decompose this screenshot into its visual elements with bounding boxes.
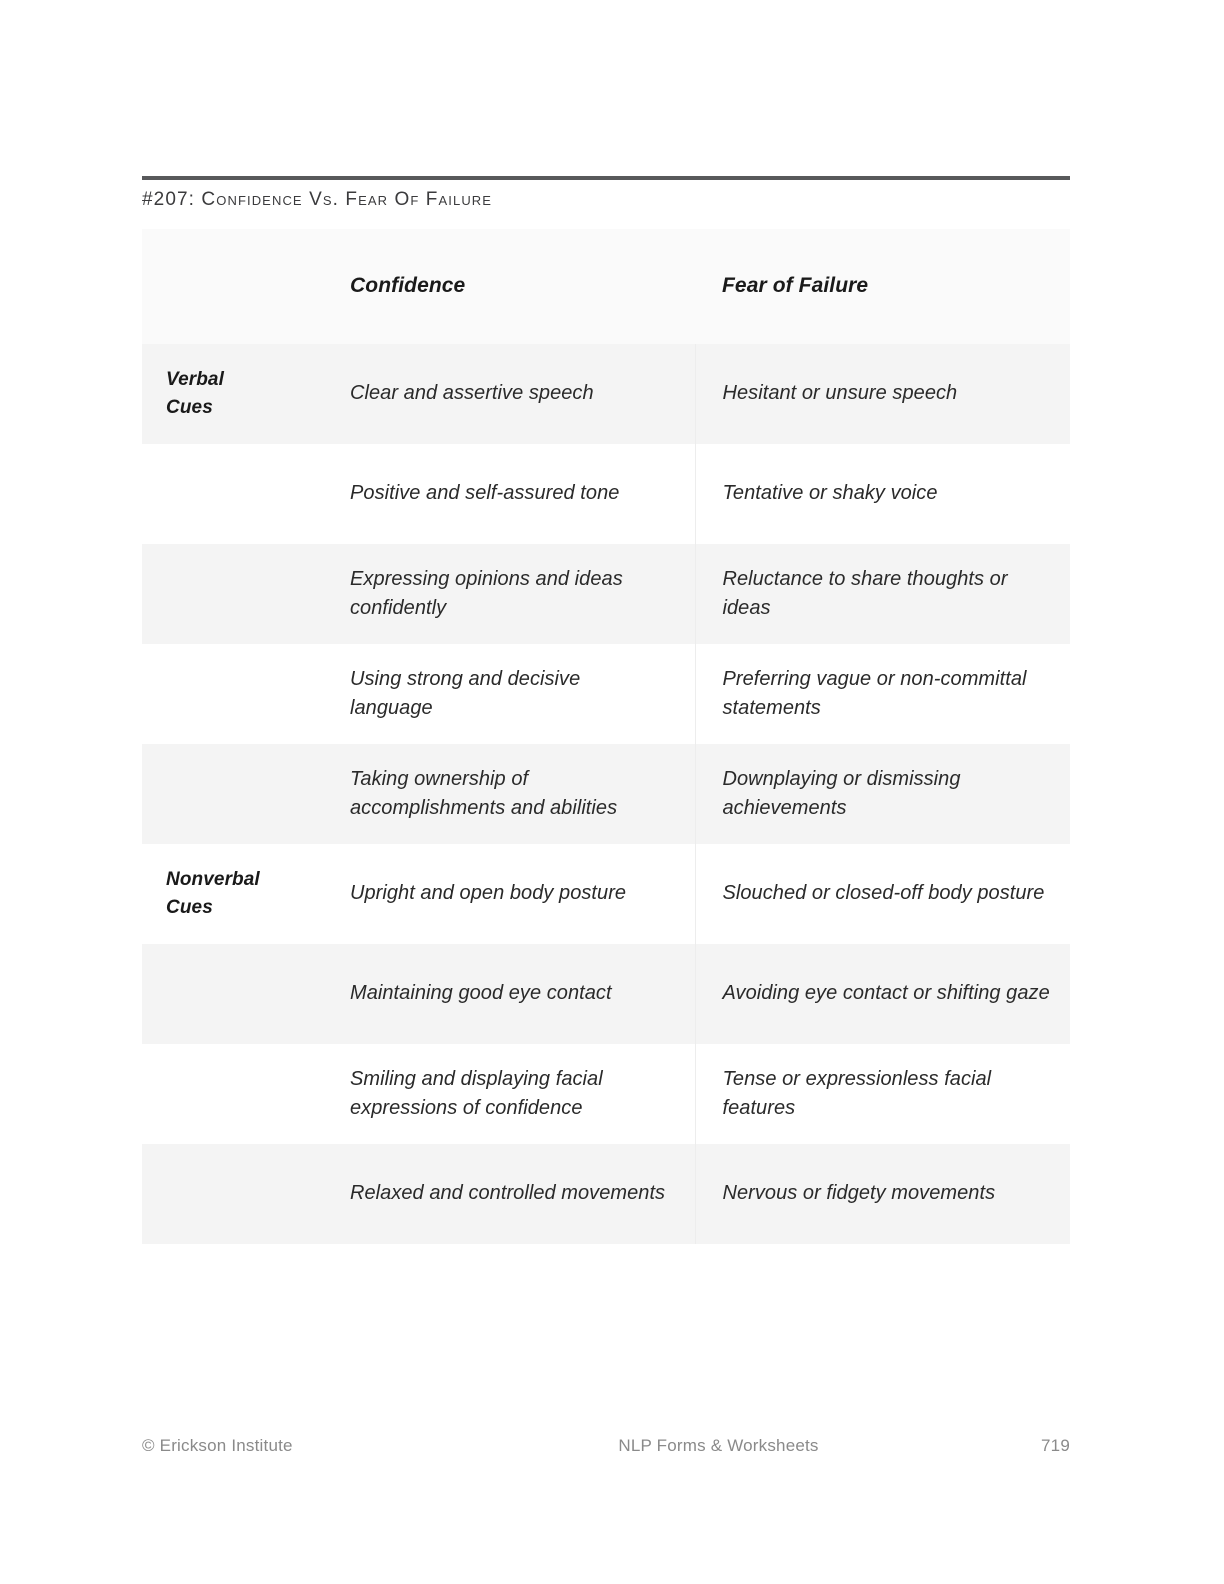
row-category-cell bbox=[142, 944, 324, 1044]
row-category-cell bbox=[142, 444, 324, 544]
row-confidence-cell bbox=[324, 344, 695, 444]
table-row bbox=[142, 644, 1070, 744]
row-confidence-text: Using strong and decisive language bbox=[350, 667, 581, 719]
row-fear-text: Nervous or fidgety movements bbox=[722, 1182, 996, 1205]
row-confidence-cell bbox=[324, 744, 695, 844]
row-fear-text: Slouched or closed-off body posture bbox=[722, 882, 1045, 905]
row-fear-cell bbox=[695, 744, 1070, 844]
row-category-label-line2: Cues bbox=[166, 896, 213, 918]
page-title: #207: Confidence Vs. Fear Of Failure bbox=[142, 189, 493, 210]
comparison-table bbox=[142, 229, 1070, 1244]
header-cell-confidence bbox=[324, 229, 695, 344]
row-confidence-text: Positive and self-assured tone bbox=[350, 482, 620, 505]
row-confidence-cell bbox=[324, 1144, 695, 1244]
footer-series-title: NLP Forms & Worksheets bbox=[618, 1436, 819, 1455]
row-fear-text: Preferring vague or non-committal statements bbox=[722, 667, 1027, 719]
page-content bbox=[142, 176, 1070, 1244]
table-body bbox=[142, 344, 1070, 1244]
row-category-cell bbox=[142, 1144, 324, 1244]
row-confidence-cell bbox=[324, 944, 695, 1044]
header-label-confidence: Confidence bbox=[350, 274, 466, 298]
row-fear-text: Hesitant or unsure speech bbox=[722, 382, 958, 405]
table-row bbox=[142, 344, 1070, 444]
row-fear-cell bbox=[695, 344, 1070, 444]
footer-copyright: © Erickson Institute bbox=[142, 1436, 293, 1455]
table-header bbox=[142, 229, 1070, 344]
row-fear-cell bbox=[695, 944, 1070, 1044]
row-confidence-text: Relaxed and controlled movements bbox=[350, 1182, 666, 1205]
table-row bbox=[142, 1044, 1070, 1144]
table-row bbox=[142, 944, 1070, 1044]
row-category-cell bbox=[142, 744, 324, 844]
row-fear-text: Downplaying or dismissing achievements bbox=[722, 767, 961, 819]
row-confidence-text: Clear and assertive speech bbox=[350, 382, 594, 405]
row-category-label-line1: Nonverbal bbox=[166, 869, 260, 891]
row-category-cell bbox=[142, 344, 324, 444]
row-fear-cell bbox=[695, 844, 1070, 944]
table-row bbox=[142, 1144, 1070, 1244]
table-row bbox=[142, 844, 1070, 944]
header-cell-fear-of-failure bbox=[695, 229, 1070, 344]
footer-page-number: 719 bbox=[1041, 1436, 1070, 1455]
row-fear-cell bbox=[695, 444, 1070, 544]
row-category-label-line1: Verbal bbox=[166, 369, 224, 391]
row-confidence-cell bbox=[324, 644, 695, 744]
table-row bbox=[142, 744, 1070, 844]
row-category-cell bbox=[142, 844, 324, 944]
row-category-label-line2: Cues bbox=[166, 396, 213, 418]
row-confidence-text: Smiling and displaying facial expressions of confidence bbox=[350, 1067, 603, 1119]
row-fear-text: Avoiding eye contact or shifting gaze bbox=[722, 982, 1050, 1005]
row-category-cell bbox=[142, 1044, 324, 1144]
row-category-cell bbox=[142, 544, 324, 644]
table-header-row bbox=[142, 229, 1070, 344]
row-confidence-text: Expressing opinions and ideas confidently bbox=[350, 567, 623, 619]
row-fear-text: Tentative or shaky voice bbox=[722, 482, 938, 505]
row-confidence-cell bbox=[324, 844, 695, 944]
row-confidence-cell bbox=[324, 544, 695, 644]
row-fear-text: Tense or expressionless facial features bbox=[722, 1067, 992, 1119]
header-label-fear-of-failure: Fear of Failure bbox=[722, 274, 869, 298]
row-confidence-text: Upright and open body posture bbox=[350, 882, 627, 905]
table-row bbox=[142, 544, 1070, 644]
row-confidence-cell bbox=[324, 1044, 695, 1144]
row-confidence-text: Taking ownership of accomplishments and abilities bbox=[350, 767, 618, 819]
row-fear-cell bbox=[695, 1144, 1070, 1244]
row-fear-cell bbox=[695, 1044, 1070, 1144]
row-confidence-cell bbox=[324, 444, 695, 544]
row-category-cell bbox=[142, 644, 324, 744]
row-fear-cell bbox=[695, 544, 1070, 644]
header-cell-category bbox=[142, 229, 324, 344]
page-footer bbox=[142, 1436, 1070, 1456]
row-fear-cell bbox=[695, 644, 1070, 744]
row-confidence-text: Maintaining good eye contact bbox=[350, 982, 612, 1005]
row-fear-text: Reluctance to share thoughts or ideas bbox=[722, 567, 1008, 619]
table-row bbox=[142, 444, 1070, 544]
title-top-rule bbox=[142, 176, 1070, 180]
